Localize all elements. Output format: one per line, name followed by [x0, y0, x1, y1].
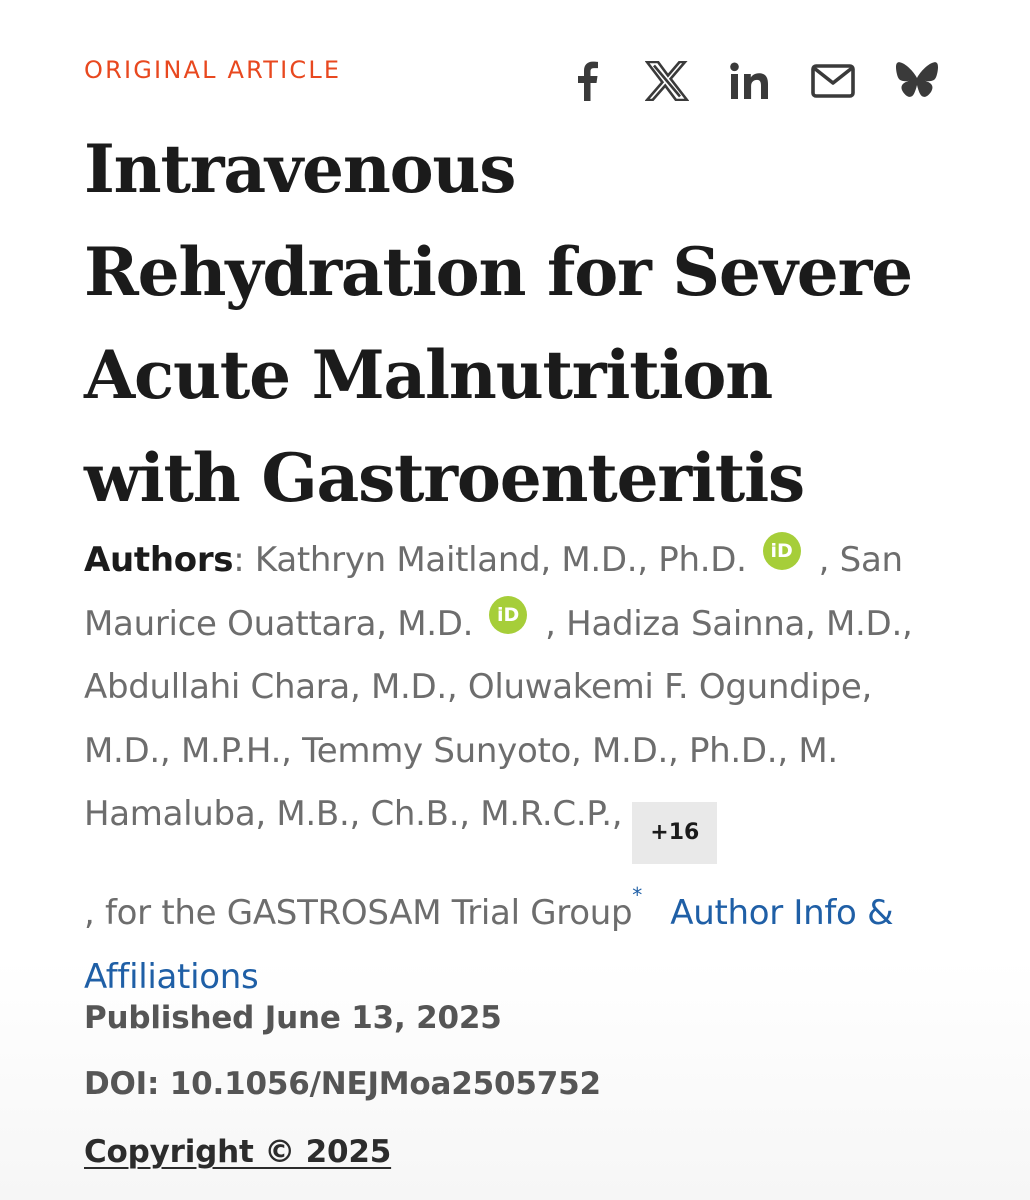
published-date: Published June 13, 2025 — [84, 1000, 502, 1036]
facebook-share-button[interactable] — [562, 58, 612, 104]
author-name[interactable]: , San Maurice Ouattara, M.D. — [84, 540, 903, 644]
title-line: Acute Malnutrition — [84, 336, 772, 414]
more-authors-button[interactable]: +16 — [632, 802, 717, 864]
facebook-icon — [576, 61, 598, 101]
asterisk-footnote: * — [632, 883, 643, 907]
author-names-list[interactable]: , Hadiza Sainna, M.D., Abdullahi Chara, M.D., Oluwakemi F. Ogundipe, M.D., M.P.H., Temmy Sunyoto, M.D., Ph.D., M. Hamaluba, M.B., Ch.B., M.R.C.P., — [84, 603, 913, 834]
x-icon — [645, 61, 689, 101]
title-line: Intravenous — [84, 130, 516, 208]
author-list — [84, 529, 954, 1009]
bluesky-icon — [895, 61, 939, 101]
article-title — [84, 118, 964, 530]
email-share-button[interactable] — [808, 58, 858, 104]
authors-label: Authors — [84, 540, 234, 580]
header-row — [84, 56, 944, 110]
author-info-affiliations-link[interactable]: Author Info & Affiliations — [84, 893, 894, 997]
title-line: with Gastroenteritis — [84, 439, 804, 517]
doi: DOI: 10.1056/NEJMoa2505752 — [84, 1066, 601, 1102]
bluesky-share-button[interactable] — [892, 58, 942, 104]
orcid-icon[interactable]: iD — [763, 532, 801, 570]
trial-group: , for the GASTROSAM Trial Group — [84, 893, 633, 933]
title-line: Rehydration for Severe — [84, 233, 912, 311]
linkedin-icon — [730, 62, 770, 100]
copyright-link[interactable]: Copyright © 2025 — [84, 1134, 392, 1170]
orcid-icon[interactable]: iD — [489, 596, 527, 634]
author-name[interactable]: Kathryn Maitland, M.D., Ph.D. — [254, 540, 747, 580]
linkedin-share-button[interactable] — [725, 58, 775, 104]
x-share-button[interactable] — [642, 58, 692, 104]
email-icon — [811, 64, 855, 98]
authors-separator: : — [233, 540, 255, 580]
article-type-label: ORIGINAL ARTICLE — [84, 56, 342, 84]
share-toolbar — [562, 58, 942, 108]
